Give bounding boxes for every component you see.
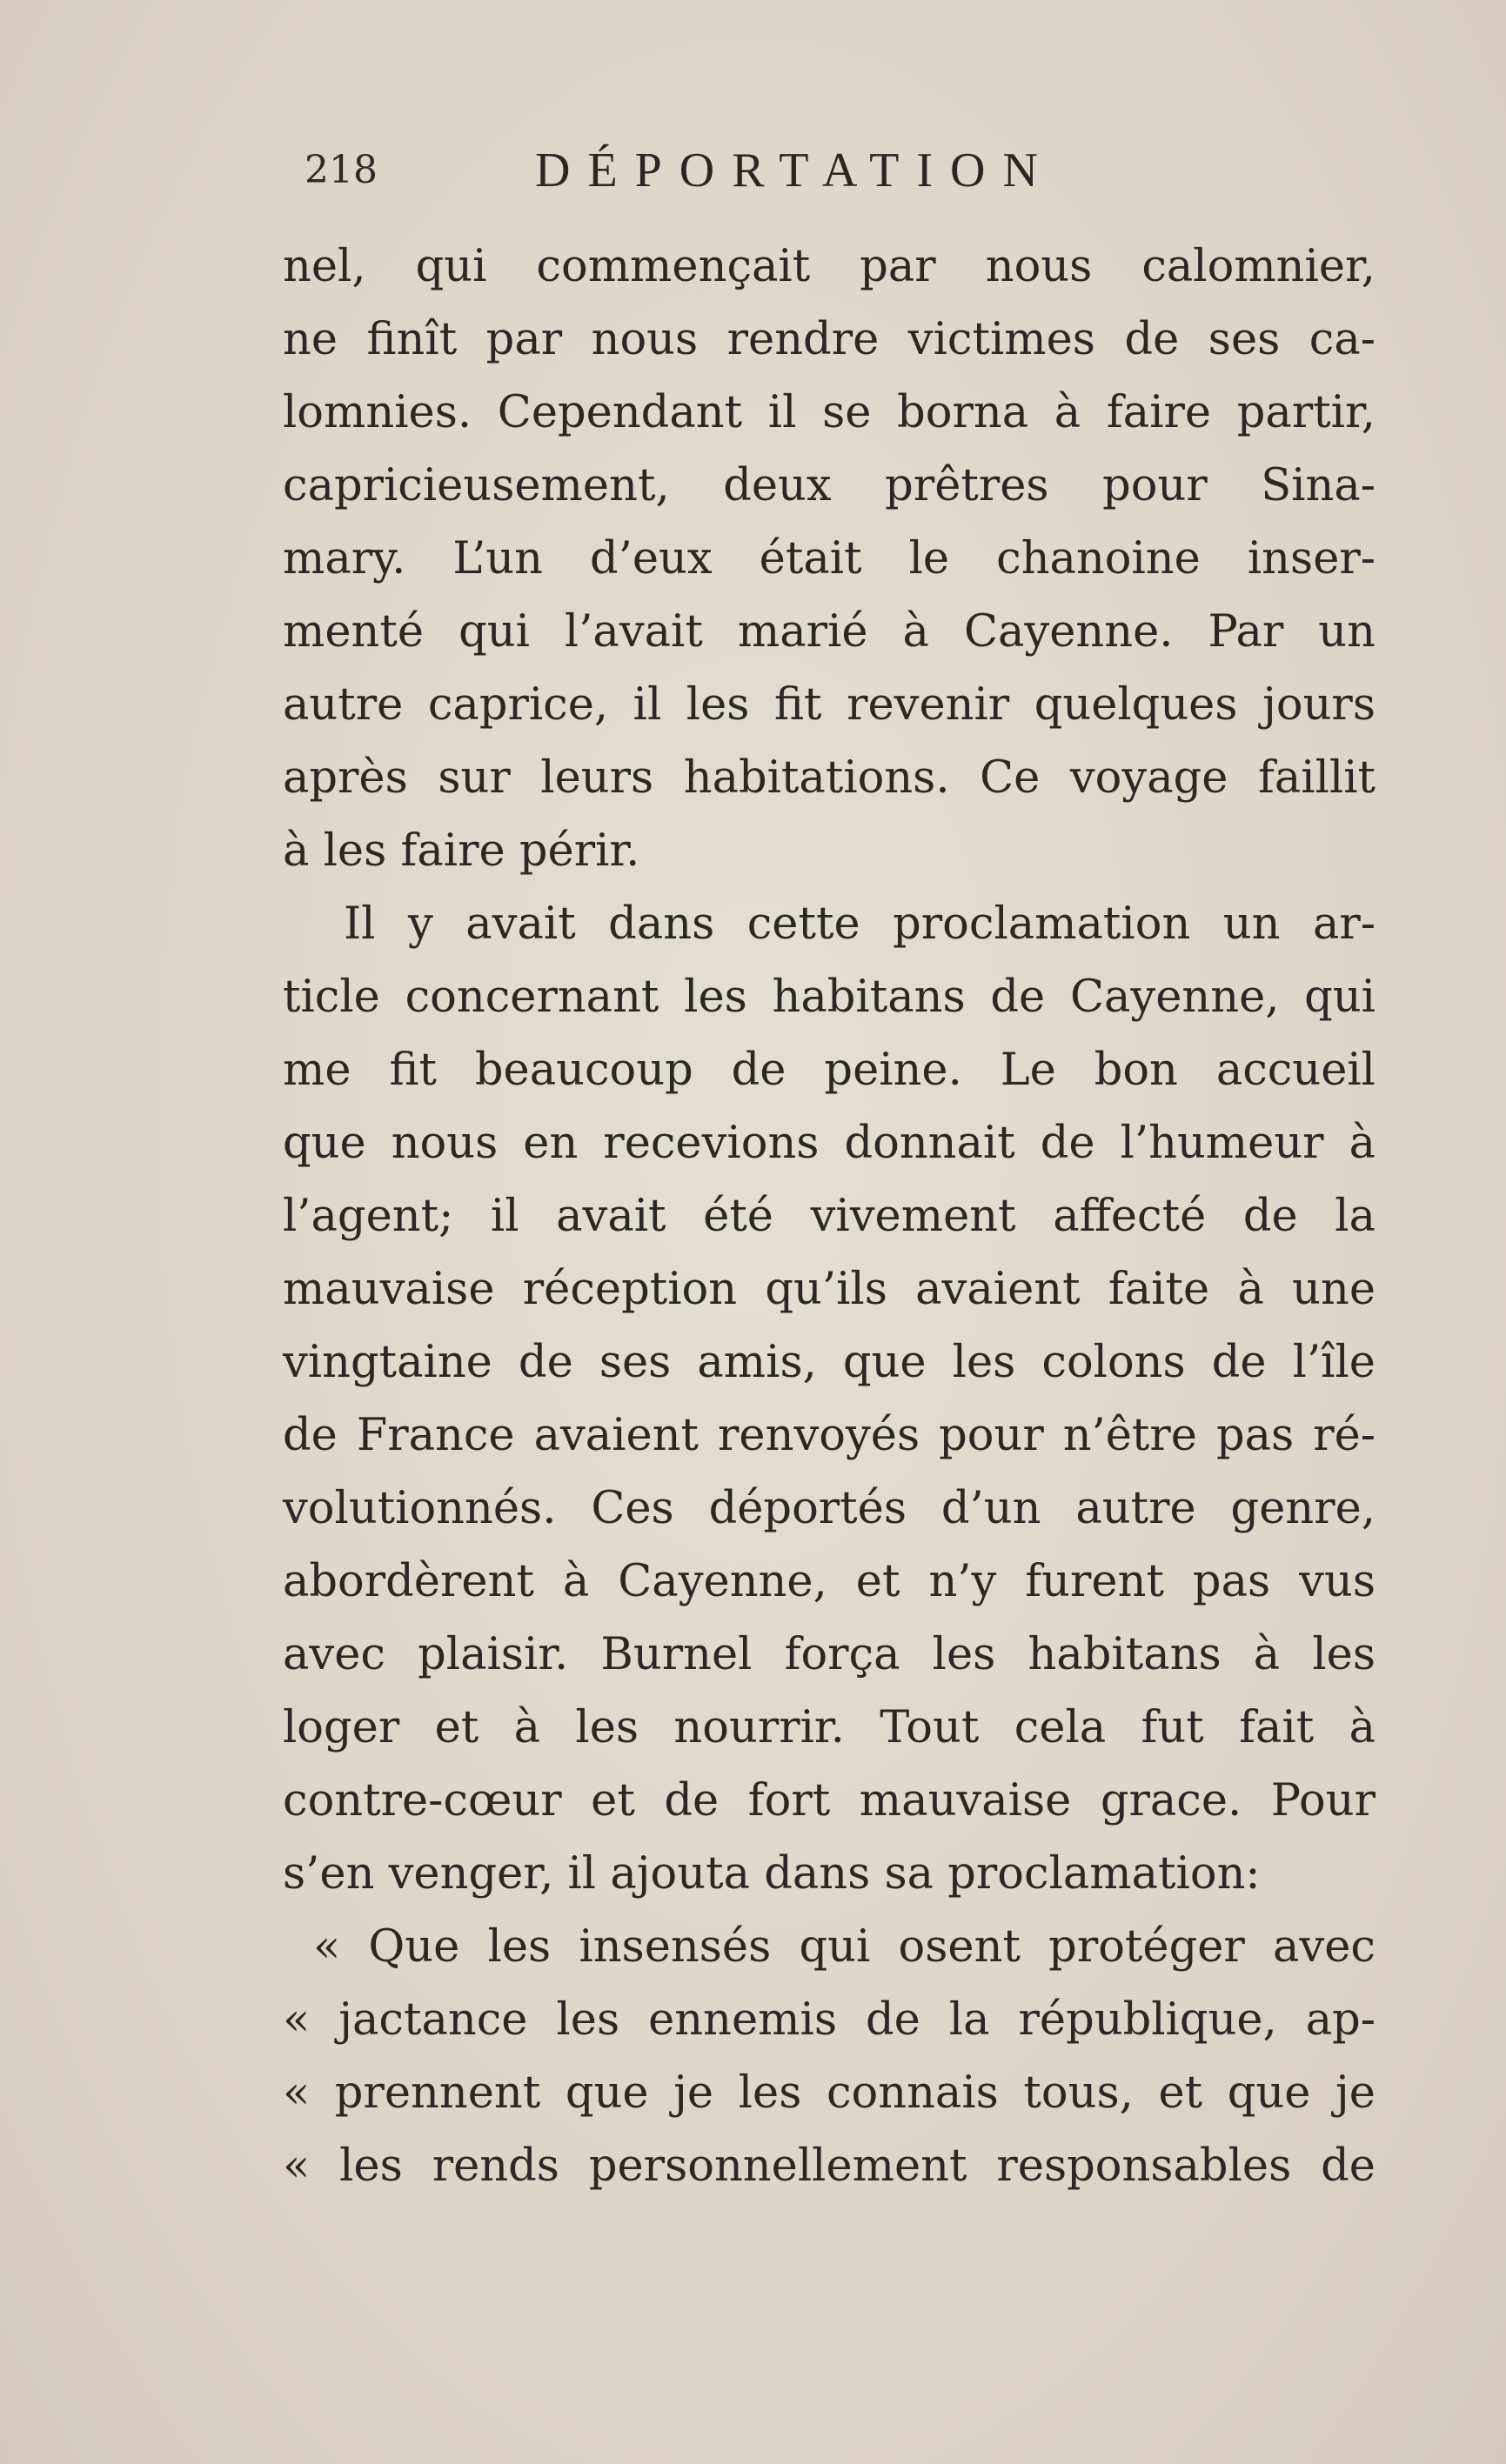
text-line: lomnies. Cependant il se borna à faire partir, [283, 387, 1375, 438]
text-line: loger et à les nourrir. Tout cela fut fait à [283, 1702, 1375, 1753]
paragraph-start-line: Il y avait dans cette proclamation un ar- [344, 898, 1375, 950]
quote-line: « Que les insensés qui osent protéger avec [313, 1921, 1375, 1973]
text-line: mary. L’un d’eux était le chanoine inser- [283, 533, 1375, 584]
running-title: DÉPORTATION [535, 144, 1055, 197]
quote-line: « jactance les ennemis de la république, ap- [283, 1994, 1375, 2046]
text-line: abordèrent à Cayenne, et n’y furent pas vus [283, 1556, 1375, 1607]
text-line: ne finît par nous rendre victimes de ses ca- [283, 314, 1375, 365]
quote-line: « prennent que je les connais tous, et que je [283, 2067, 1375, 2119]
text-line: me fit beaucoup de peine. Le bon accueil [283, 1045, 1375, 1096]
quote-line: « les rends personnellement responsables de [283, 2140, 1375, 2192]
text-line: s’en venger, il ajouta dans sa proclamation: [283, 1848, 1261, 1900]
text-line: nel, qui commençait par nous calomnier, [283, 241, 1375, 292]
text-line: contre-cœur et de fort mauvaise grace. Pour [283, 1775, 1375, 1826]
text-line: autre caprice, il les fit revenir quelques jours [283, 679, 1375, 731]
text-line: volutionnés. Ces déportés d’un autre genre, [283, 1483, 1375, 1534]
text-line: mauvaise réception qu’ils avaient faite à une [283, 1264, 1375, 1315]
text-line: de France avaient renvoyés pour n’être pas ré- [283, 1410, 1375, 1461]
paragraph-end-line: à les faire périr. [283, 825, 640, 877]
text-line: vingtaine de ses amis, que les colons de l’île [283, 1337, 1375, 1388]
text-line: que nous en recevions donnait de l’humeur à [283, 1118, 1375, 1169]
text-line: avec plaisir. Burnel força les habitans à les [283, 1629, 1375, 1680]
text-line: après sur leurs habitations. Ce voyage faillit [283, 752, 1375, 804]
text-line: l’agent; il avait été vivement affecté de la [283, 1191, 1375, 1242]
page-number: 218 [305, 148, 378, 192]
text-line: ticle concernant les habitans de Cayenne, qui [283, 972, 1375, 1023]
text-line: menté qui l’avait marié à Cayenne. Par un [283, 606, 1375, 658]
text-line: capricieusement, deux prêtres pour Sina- [283, 460, 1375, 511]
body-text [283, 230, 1375, 2203]
